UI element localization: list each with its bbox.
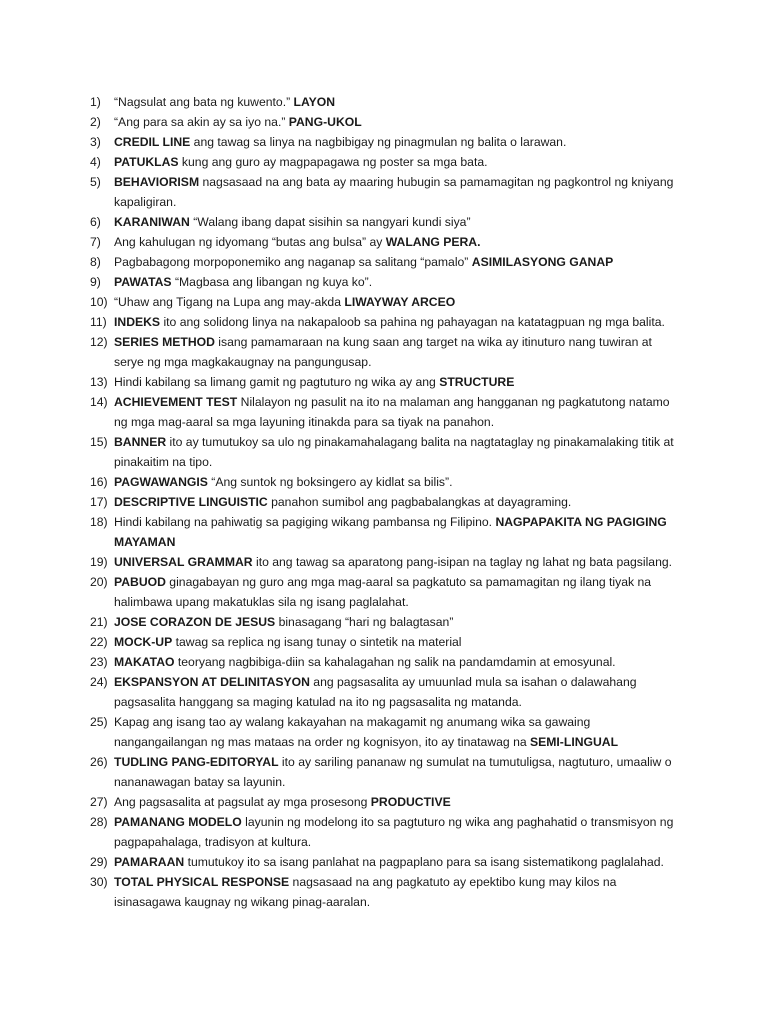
question-text: ang tawag sa linya na nagbibigay ng pinagmulan ng balita o larawan. bbox=[190, 135, 567, 149]
item-number: 29) bbox=[90, 855, 108, 869]
answer-text: BANNER bbox=[114, 435, 167, 449]
answer-text: INDEKS bbox=[114, 315, 161, 329]
question-text: kung ang guro ay magpapagawa ng poster sa mga bata. bbox=[178, 155, 488, 169]
item-number: 27) bbox=[90, 795, 108, 809]
item-number: 18) bbox=[90, 515, 108, 529]
item-text bbox=[114, 235, 481, 249]
item-number: 9) bbox=[90, 275, 101, 289]
question-text: Hindi kabilang sa limang gamit ng pagtuturo ng wika ay ang bbox=[114, 375, 440, 389]
list-item bbox=[90, 132, 680, 152]
list-item bbox=[90, 872, 680, 912]
answer-text: PRODUCTIVE bbox=[370, 795, 451, 809]
list-item bbox=[90, 92, 680, 112]
answer-text: DESCRIPTIVE LINGUISTIC bbox=[114, 495, 268, 509]
answer-text: WALANG PERA. bbox=[385, 235, 481, 249]
question-text: “Nagsulat ang bata ng kuwento.” bbox=[114, 95, 294, 109]
answer-text: LIWAYWAY ARCEO bbox=[344, 295, 456, 309]
list-item bbox=[90, 472, 680, 492]
item-text bbox=[114, 615, 453, 629]
list-item bbox=[90, 572, 680, 612]
item-text bbox=[114, 855, 664, 869]
item-text bbox=[114, 275, 372, 289]
numbered-list bbox=[90, 92, 680, 912]
item-text bbox=[114, 795, 451, 809]
list-item bbox=[90, 172, 680, 212]
item-number: 8) bbox=[90, 255, 101, 269]
question-text: ito ay sariling pananaw ng sumulat na tumutuligsa, nagtuturo, umaaliw o nananawagan batay sa layunin. bbox=[114, 755, 672, 789]
item-number: 14) bbox=[90, 395, 108, 409]
question-text: ang pagsasalita ay umuunlad mula sa isahan o dalawahang pagsasalita hanggang sa maging katulad na ito ng pagsasalita ng matanda. bbox=[114, 675, 637, 709]
question-text: Nilalayon ng pasulit na ito na malaman ang hangganan ng pagkatutong natamo ng mga mag-aaral sa mga layuning itinakda para sa tiyak na panahon. bbox=[114, 395, 670, 429]
question-text: Pagbabagong morpoponemiko ang naganap sa salitang “pamalo” bbox=[114, 255, 472, 269]
question-text: ito ay tumutukoy sa ulo ng pinakamahalagang balita na nagtataglay ng pinakamalaking titik at pinakaitim na tipo. bbox=[114, 435, 674, 469]
item-text bbox=[114, 255, 613, 269]
item-text bbox=[114, 515, 667, 549]
item-number: 26) bbox=[90, 755, 108, 769]
item-number: 12) bbox=[90, 335, 108, 349]
answer-text: MOCK-UP bbox=[114, 635, 173, 649]
list-item bbox=[90, 332, 680, 372]
item-text bbox=[114, 495, 571, 509]
item-number: 22) bbox=[90, 635, 108, 649]
list-item bbox=[90, 372, 680, 392]
answer-text: KARANIWAN bbox=[114, 215, 190, 229]
question-text: “Uhaw ang Tigang na Lupa ang may-akda bbox=[114, 295, 345, 309]
answer-text: BEHAVIORISM bbox=[114, 175, 200, 189]
item-number: 6) bbox=[90, 215, 101, 229]
question-text: “Ang suntok ng boksingero ay kidlat sa bilis”. bbox=[207, 475, 453, 489]
item-number: 15) bbox=[90, 435, 108, 449]
answer-text: SEMI-LINGUAL bbox=[530, 735, 619, 749]
item-text bbox=[114, 815, 673, 849]
item-text bbox=[114, 575, 651, 609]
item-number: 24) bbox=[90, 675, 108, 689]
item-text bbox=[114, 755, 671, 789]
answer-text: SERIES METHOD bbox=[114, 335, 215, 349]
list-item bbox=[90, 152, 680, 172]
item-number: 25) bbox=[90, 715, 108, 729]
item-text bbox=[114, 315, 665, 329]
question-text: ito ang tawag sa aparatong pang-isipan na taglay ng lahat ng bata pagsilang. bbox=[252, 555, 673, 569]
list-item bbox=[90, 652, 680, 672]
item-text bbox=[114, 215, 471, 229]
list-item bbox=[90, 312, 680, 332]
item-text bbox=[114, 175, 673, 209]
list-item bbox=[90, 272, 680, 292]
item-text bbox=[114, 95, 335, 109]
list-item bbox=[90, 292, 680, 312]
answer-text: CREDIL LINE bbox=[114, 135, 191, 149]
item-number: 7) bbox=[90, 235, 101, 249]
question-text: panahon sumibol ang pagbabalangkas at dayagraming. bbox=[267, 495, 572, 509]
list-item bbox=[90, 612, 680, 632]
answer-text: ASIMILASYONG GANAP bbox=[471, 255, 614, 269]
item-text bbox=[114, 875, 616, 909]
item-number: 11) bbox=[90, 315, 107, 329]
list-item bbox=[90, 812, 680, 852]
question-text: ito ang solidong linya na nakapaloob sa pahina ng pahayagan na katatagpuan ng mga balita. bbox=[160, 315, 665, 329]
list-item bbox=[90, 672, 680, 712]
question-text: nagsasaad na ang bata ay maaring hubugin sa pamamagitan ng pagkontrol ng kniyang kapaligiran. bbox=[114, 175, 674, 209]
answer-text: LAYON bbox=[293, 95, 336, 109]
question-text: isang pamamaraan na kung saan ang target na wika ay itinuturo nang tuwiran at serye ng mga magkakaugnay na pangungusap. bbox=[114, 335, 652, 369]
list-item bbox=[90, 752, 680, 792]
item-text bbox=[114, 135, 566, 149]
item-number: 19) bbox=[90, 555, 108, 569]
item-number: 1) bbox=[90, 95, 101, 109]
question-text: ginagabayan ng guro ang mga mag-aaral sa pagkatuto sa pamamagitan ng ilang tiyak na halimbawa upang makatuklas sila ng isang paglalahat. bbox=[114, 575, 652, 609]
answer-text: STRUCTURE bbox=[439, 375, 515, 389]
item-number: 17) bbox=[90, 495, 108, 509]
item-number: 10) bbox=[90, 295, 108, 309]
item-number: 23) bbox=[90, 655, 108, 669]
question-text: teoryang nagbibiga-diin sa kahalagahan ng salik na pandamdamin at emosyunal. bbox=[174, 655, 616, 669]
item-text bbox=[114, 675, 637, 709]
list-item bbox=[90, 712, 680, 752]
question-text: Ang pagsasalita at pagsulat ay mga prosesong bbox=[114, 795, 371, 809]
item-number: 4) bbox=[90, 155, 101, 169]
answer-text: JOSE CORAZON DE JESUS bbox=[114, 615, 276, 629]
answer-text: ACHIEVEMENT TEST bbox=[114, 395, 238, 409]
question-text: tumutukoy ito sa isang panlahat na pagpaplano para sa isang sistematikong paglalahad. bbox=[184, 855, 664, 869]
item-text bbox=[114, 115, 362, 129]
answer-text: UNIVERSAL GRAMMAR bbox=[114, 555, 253, 569]
question-text: Kapag ang isang tao ay walang kakayahan na makagamit ng anumang wika sa gawaing nangangailangan ng mas mataas na order ng kognisyon, ito ay tinatawag na bbox=[114, 715, 591, 749]
item-text bbox=[114, 635, 462, 649]
answer-text: TOTAL PHYSICAL RESPONSE bbox=[114, 875, 290, 889]
item-text bbox=[114, 715, 618, 749]
list-item bbox=[90, 432, 680, 472]
list-item bbox=[90, 252, 680, 272]
item-number: 2) bbox=[90, 115, 101, 129]
question-text: Ang kahulugan ng idyomang “butas ang bulsa” ay bbox=[114, 235, 386, 249]
item-text bbox=[114, 555, 672, 569]
answer-text: PAMARAAN bbox=[114, 855, 185, 869]
item-number: 28) bbox=[90, 815, 108, 829]
question-text: layunin ng modelong ito sa pagtuturo ng wika ang paghahatid o transmisyon ng pagpapahalaga, tradisyon at kultura. bbox=[114, 815, 674, 849]
list-item bbox=[90, 852, 680, 872]
answer-text: PABUOD bbox=[114, 575, 166, 589]
question-text: nagsasaad na ang pagkatuto ay epektibo kung may kilos na isinasagawa kaugnay ng wikang pinag-aaralan. bbox=[114, 875, 617, 909]
answer-text: PAMANANG MODELO bbox=[114, 815, 242, 829]
item-text bbox=[114, 375, 514, 389]
item-text bbox=[114, 335, 652, 369]
answer-text: NAGPAPAKITA NG PAGIGING MAYAMAN bbox=[114, 515, 667, 549]
question-text: tawag sa replica ng isang tunay o sintetik na material bbox=[172, 635, 462, 649]
question-text: “Walang ibang dapat sisihin sa nangyari kundi siya” bbox=[189, 215, 471, 229]
question-text: “Ang para sa akin ay sa iyo na.” bbox=[114, 115, 289, 129]
item-number: 3) bbox=[90, 135, 101, 149]
item-number: 5) bbox=[90, 175, 101, 189]
item-number: 30) bbox=[90, 875, 108, 889]
list-item bbox=[90, 392, 680, 432]
item-text bbox=[114, 435, 674, 469]
item-text bbox=[114, 155, 488, 169]
item-text bbox=[114, 475, 452, 489]
question-text: binasagang “hari ng balagtasan” bbox=[275, 615, 454, 629]
list-item bbox=[90, 212, 680, 232]
answer-text: TUDLING PANG-EDITORYAL bbox=[114, 755, 279, 769]
item-text bbox=[114, 395, 670, 429]
answer-text: PATUKLAS bbox=[114, 155, 179, 169]
item-number: 16) bbox=[90, 475, 108, 489]
list-item bbox=[90, 232, 680, 252]
answer-text: PAGWAWANGIS bbox=[114, 475, 208, 489]
item-number: 20) bbox=[90, 575, 108, 589]
list-item bbox=[90, 112, 680, 132]
list-item bbox=[90, 792, 680, 812]
question-text: “Magbasa ang libangan ng kuya ko”. bbox=[171, 275, 373, 289]
list-item bbox=[90, 492, 680, 512]
question-text: Hindi kabilang na pahiwatig sa pagiging wikang pambansa ng Filipino. bbox=[114, 515, 496, 529]
item-number: 13) bbox=[90, 375, 108, 389]
list-item bbox=[90, 552, 680, 572]
answer-text: MAKATAO bbox=[114, 655, 175, 669]
list-item bbox=[90, 632, 680, 652]
item-number: 21) bbox=[90, 615, 108, 629]
answer-text: PANG-UKOL bbox=[288, 115, 362, 129]
answer-text: PAWATAS bbox=[114, 275, 172, 289]
item-text bbox=[114, 655, 616, 669]
item-text bbox=[114, 295, 455, 309]
list-item bbox=[90, 512, 680, 552]
answer-text: EKSPANSYON AT DELINITASYON bbox=[114, 675, 310, 689]
